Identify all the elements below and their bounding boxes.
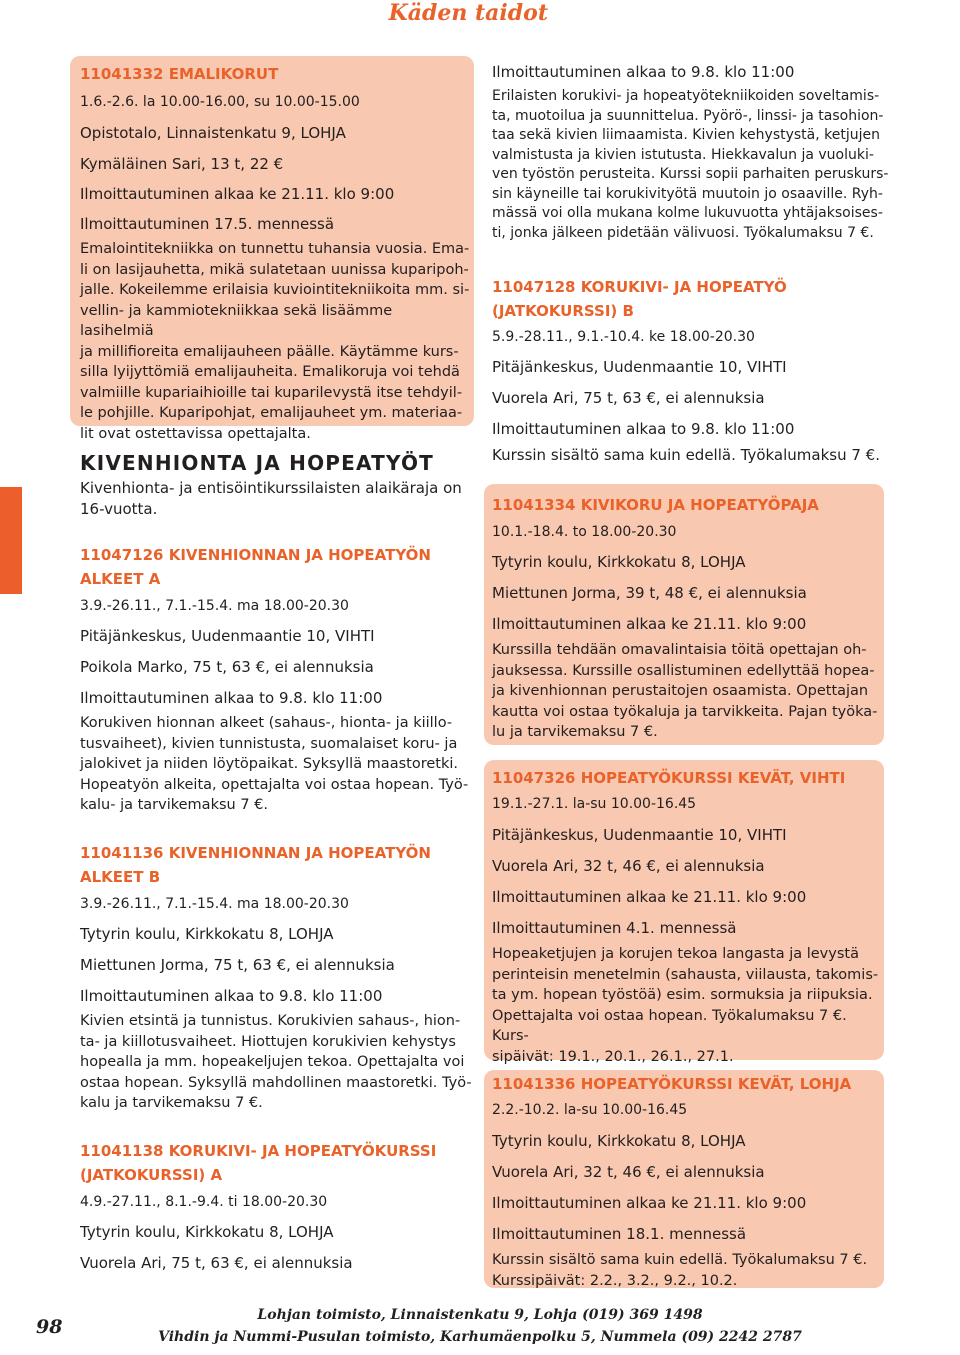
course-registration: Ilmoittautuminen alkaa to 9.8. klo 11:00 xyxy=(492,420,795,438)
desc-line: kautta voi ostaa työkaluja ja tarvikkeita. Pajan työka- xyxy=(492,703,878,720)
course-dates: 2.2.-10.2. la-su 10.00-16.45 xyxy=(492,1102,688,1118)
course-teacher: Miettunen Jorma, 39 t, 48 €, ei alennuksia xyxy=(492,584,807,602)
desc-line: Kurssilla tehdään omavalintaisia töitä opettajan oh- xyxy=(492,642,867,658)
desc-line: ja millifioreita emalijauheen päälle. Käytämme kurs- xyxy=(80,343,459,360)
desc-line: jalokivet ja niiden löytöpaikat. Syksyllä maastoretki. xyxy=(80,756,458,772)
desc-line: perinteisin menetelmin (sahausta, viilausta, takomis- xyxy=(492,966,879,983)
course-place: Pitäjänkeskus, Uudenmaantie 10, VIHTI xyxy=(492,358,787,376)
course-place: Opistotalo, Linnaistenkatu 9, LOHJA xyxy=(80,124,346,142)
desc-line: Erilaisten korukivi- ja hopeatyötekniikoiden soveltamis- xyxy=(492,88,880,104)
desc-line: li on lasijauhetta, mikä sulatetaan uunissa kuparipoh- xyxy=(80,261,469,278)
course-title: 11041136 KIVENHIONNAN JA HOPEATYÖN xyxy=(80,844,431,862)
course-teacher: Vuorela Ari, 75 t, 63 €, ei alennuksia xyxy=(80,1254,353,1272)
course-description xyxy=(80,713,480,816)
desc-line: kalu- ja tarvikemaksu 7 €. xyxy=(80,797,268,813)
course-teacher: Kymäläinen Sari, 13 t, 22 € xyxy=(80,155,284,173)
desc-line: Kivien etsintä ja tunnistus. Korukivien sahaus-, hion- xyxy=(80,1013,461,1029)
section-intro xyxy=(80,478,480,519)
desc-line: ven työstön perusteita. Kurssi sopii parhaiten peruskurs- xyxy=(492,166,889,182)
desc-line: silla lyijyttömiä emalijauheita. Emalikoruja voi tehdä xyxy=(80,364,460,380)
course-registration: Ilmoittautuminen alkaa to 9.8. klo 11:00 xyxy=(80,689,383,707)
course-description xyxy=(80,239,470,444)
course-teacher: Poikola Marko, 75 t, 63 €, ei alennuksia xyxy=(80,658,374,676)
section-heading: KIVENHIONTA JA HOPEATYÖT xyxy=(80,451,434,475)
desc-line: ta ym. hopean työstöä) esim. sormuksia ja riipuksia. xyxy=(492,987,873,1003)
course-place: Pitäjänkeskus, Uudenmaantie 10, VIHTI xyxy=(492,826,787,844)
desc-line: Opettajalta voi ostaa hopean. Työkalumaksu 7 €. Kurs- xyxy=(492,1007,847,1044)
course-box-kivikoru xyxy=(484,484,884,745)
course-title: 11047326 HOPEATYÖKURSSI KEVÄT, VIHTI xyxy=(492,769,846,787)
desc-line: ja kivenhionnan perustaitojen osaamista. Opettajan xyxy=(492,683,869,699)
course-title: 11041334 KIVIKORU JA HOPEATYÖPAJA xyxy=(492,496,819,514)
desc-line: Hopeatyön alkeita, opettajalta voi ostaa hopean. Työ- xyxy=(80,776,469,793)
desc-line: lit ovat ostettavissa opettajalta. xyxy=(80,425,311,442)
desc-line: ta, muotoilua ja suunnittelua. Pyörö-, linssi- ja tasohion- xyxy=(492,107,884,124)
desc-line: le pohjille. Kuparipohjat, emalijauheet ym. materiaa- xyxy=(80,405,463,421)
course-teacher: Vuorela Ari, 32 t, 46 €, ei alennuksia xyxy=(492,1163,765,1181)
course-registration-start: Ilmoittautuminen alkaa ke 21.11. klo 9:00 xyxy=(492,1194,807,1212)
desc-line: Kurssin sisältö sama kuin edellä. Työkalumaksu 7 €. xyxy=(492,1252,868,1268)
desc-line: sin käyneille tai korukivityötä muutoin jo osaaville. Ryh- xyxy=(492,185,883,202)
course-title: 11047126 KIVENHIONNAN JA HOPEATYÖN xyxy=(80,546,431,564)
course-teacher: Vuorela Ari, 32 t, 46 €, ei alennuksia xyxy=(492,857,765,875)
desc-line: Korukiven hionnan alkeet (sahaus-, hionta- ja kiillo- xyxy=(80,715,453,731)
course-title: (JATKOKURSSI) B xyxy=(492,302,634,320)
course-dates: 3.9.-26.11., 7.1.-15.4. ma 18.00-20.30 xyxy=(80,598,349,614)
course-registration: Ilmoittautuminen alkaa to 9.8. klo 11:00 xyxy=(80,987,383,1005)
course-place: Tytyrin koulu, Kirkkokatu 8, LOHJA xyxy=(80,1223,334,1241)
desc-line: Emalointitekniikka on tunnettu tuhansia vuosia. Ema- xyxy=(80,241,470,257)
desc-line: tusvaiheet), kivien tunnistusta, suomalaiset koru- ja xyxy=(80,735,458,752)
course-dates: 4.9.-27.11., 8.1.-9.4. ti 18.00-20.30 xyxy=(80,1194,328,1210)
course-teacher: Miettunen Jorma, 75 t, 63 €, ei alennuksia xyxy=(80,956,395,974)
desc-line: mässä voi olla mukana kolme lukuvuotta yhtäjaksoises- xyxy=(492,205,883,221)
course-dates: 1.6.-2.6. la 10.00-16.00, su 10.00-15.00 xyxy=(80,94,360,110)
course-registration: Ilmoittautuminen alkaa ke 21.11. klo 9:00 xyxy=(492,615,807,633)
course-title: ALKEET B xyxy=(80,868,161,886)
desc-line: lu ja tarvikemaksu 7 €. xyxy=(492,724,658,740)
course-dates: 5.9.-28.11., 9.1.-10.4. ke 18.00-20.30 xyxy=(492,329,755,345)
course-description xyxy=(492,1250,882,1291)
footer-line-lohja: Lohjan toimisto, Linnaistenkatu 9, Lohja (019) 369 1498 xyxy=(257,1307,703,1323)
course-box-vihti-kevat xyxy=(484,760,884,1065)
course-title: (JATKOKURSSI) A xyxy=(80,1166,223,1184)
footer-line-vihti: Vihdin ja Nummi-Pusulan toimisto, Karhumäenpolku 5, Nummela (09) 2242 2787 xyxy=(158,1329,802,1345)
course-title: ALKEET A xyxy=(80,570,161,588)
course-registration-end: Ilmoittautuminen 4.1. mennessä xyxy=(492,919,737,937)
course-description xyxy=(492,87,892,243)
desc-line: jauksessa. Kurssille osallistuminen edellyttää hopea- xyxy=(492,662,875,679)
course-dates: 3.9.-26.11., 7.1.-15.4. ma 18.00-20.30 xyxy=(80,896,349,912)
desc-line: valmiille kupariaihioille tai kuparilevystä itse tehdyil- xyxy=(80,384,463,401)
course-title: 11041138 KORUKIVI- JA HOPEATYÖKURSSI xyxy=(80,1142,437,1160)
course-registration-end: Ilmoittautuminen 17.5. mennessä xyxy=(80,215,335,233)
course-box-lohja-kevat xyxy=(484,1070,884,1288)
course-title: 11047128 KORUKIVI- JA HOPEATYÖ xyxy=(492,278,787,296)
footer-contacts xyxy=(140,1304,820,1348)
course-description: Kurssin sisältö sama kuin edellä. Työkalumaksu 7 €. xyxy=(492,446,880,464)
course-registration: Ilmoittautuminen alkaa to 9.8. klo 11:00 xyxy=(492,63,795,81)
side-tab-marker xyxy=(0,487,22,594)
course-title: 11041332 EMALIKORUT xyxy=(80,65,279,83)
course-dates: 10.1.-18.4. to 18.00-20.30 xyxy=(492,524,677,540)
page-number: 98 xyxy=(36,1316,63,1338)
desc-line: Hopeaketjujen ja korujen tekoa langasta ja levystä xyxy=(492,946,859,962)
course-registration-start: Ilmoittautuminen alkaa ke 21.11. klo 9:00 xyxy=(80,185,395,203)
course-place: Tytyrin koulu, Kirkkokatu 8, LOHJA xyxy=(80,925,334,943)
desc-line: taa sekä kivien liimaamista. Kivien kehystystä, ketjujen xyxy=(492,127,881,143)
desc-line: Kurssipäivät: 2.2., 3.2., 9.2., 10.2. xyxy=(492,1272,738,1289)
course-box-emalikorut xyxy=(70,56,474,442)
desc-line: ostaa hopean. Syksyllä mahdollinen maastoretki. Työ- xyxy=(80,1074,472,1091)
desc-line: ta- ja kiillotusvaiheet. Hiottujen korukivien kehystys xyxy=(80,1033,456,1050)
desc-line: ti, jonka jälkeen pidetään välivuosi. Työkalumaksu 7 €. xyxy=(492,224,874,241)
course-registration-end: Ilmoittautuminen 18.1. mennessä xyxy=(492,1225,747,1243)
course-description xyxy=(492,640,882,743)
course-title: 11041336 HOPEATYÖKURSSI KEVÄT, LOHJA xyxy=(492,1075,852,1093)
desc-line: hopealla ja mm. hopeakeljujen tekoa. Opettajalta voi xyxy=(80,1054,465,1070)
course-description xyxy=(492,944,882,1067)
course-registration-start: Ilmoittautuminen alkaa ke 21.11. klo 9:00 xyxy=(492,888,807,906)
intro-line: 16-vuotta. xyxy=(80,499,158,518)
course-place: Tytyrin koulu, Kirkkokatu 8, LOHJA xyxy=(492,1132,746,1150)
desc-line: kalu ja tarvikemaksu 7 €. xyxy=(80,1095,263,1111)
desc-line: jalle. Kokeilemme erilaisia kuviointitekniikoita mm. si- xyxy=(80,282,470,298)
desc-line: vellin- ja kammiotekniikkaa sekä lisäämme lasihelmiä xyxy=(80,302,393,339)
course-place: Tytyrin koulu, Kirkkokatu 8, LOHJA xyxy=(492,553,746,571)
course-dates: 19.1.-27.1. la-su 10.00-16.45 xyxy=(492,796,697,812)
course-description xyxy=(80,1011,480,1114)
desc-line: valmistusta ja kivien istutusta. Hiekkavalun ja vuoluki- xyxy=(492,146,874,163)
desc-line: sipäivät: 19.1., 20.1., 26.1., 27.1. xyxy=(492,1048,734,1065)
course-teacher: Vuorela Ari, 75 t, 63 €, ei alennuksia xyxy=(492,389,765,407)
course-place: Pitäjänkeskus, Uudenmaantie 10, VIHTI xyxy=(80,627,375,645)
intro-line: Kivenhionta- ja entisöintikurssilaisten alaikäraja on xyxy=(80,479,462,497)
page-header-title: Käden taidot xyxy=(388,0,548,26)
